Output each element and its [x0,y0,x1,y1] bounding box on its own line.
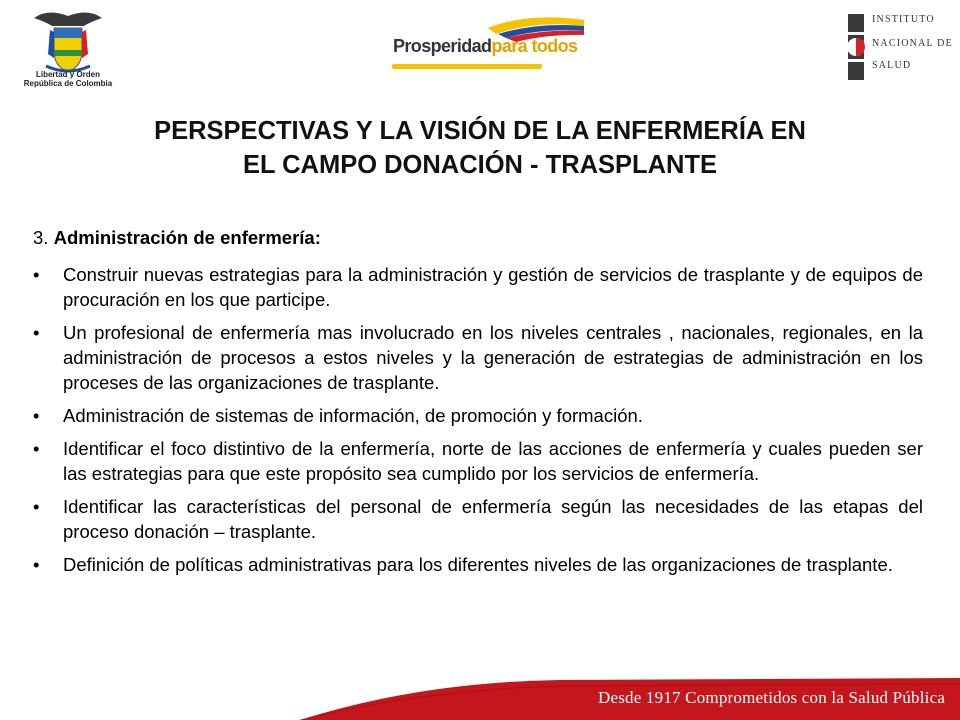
bullet-item [33,552,923,577]
bullet-dot: • [33,554,40,575]
bullet-text: Construir nuevas estrategias para la administración y gestión de servicios de trasplante y de equipos de procuración en los que participe. [63,264,923,310]
bullet-dot: • [33,322,40,343]
prosperidad-logo-text [393,36,577,57]
bullet-text: Identificar el foco distintivo de la enfermería, norte de las acciones de enfermería y cuales pueden ser las estrategias para que este propósito sea cumplido por los servicios de enfermería. [63,438,923,484]
bullet-text: Administración de sistemas de información, de promoción y formación. [63,405,643,426]
ins-logo-line2: NACIONAL DE [872,38,953,49]
bullet-dot: • [33,264,40,285]
slide-title [40,114,920,182]
logo-text-part1: Prosperidad [393,36,492,56]
section-number: 3. [33,227,54,248]
bullet-item [33,403,923,428]
bullet-dot: • [33,496,40,517]
bullet-list [33,262,923,577]
bullet-text: Definición de políticas administrativas para los diferentes niveles de las organizaciones de trasplante. [63,554,893,575]
slide-title-line2: EL CAMPO DONACIÓN - TRASPLANTE [242,151,718,179]
footer-motto: Desde 1917 Comprometidos con la Salud Pública [598,688,946,707]
slide-body [33,225,923,585]
bullet-dot: • [33,405,40,426]
bullet-dot: • [33,438,40,459]
ins-logo-line3: SALUD [872,60,912,71]
bullet-item [33,494,923,544]
bullet-item [33,320,923,395]
slide-title-line1: PERSPECTIVAS Y LA VISIÓN DE LA ENFERMERÍA EN [154,117,806,145]
section-heading [33,225,923,250]
bullet-item [33,262,923,312]
logo-caption-line2: República de Colombia [23,79,113,88]
logo-text-part2: para todos [491,36,578,56]
logo-caption-line1: Libertad y Orden [35,70,100,79]
bullet-item [33,436,923,486]
bullet-text: Un profesional de enfermería mas involucrado en los niveles centrales , nacionales, regionales, en la administración de procesos a estos niveles y la generación de estrategias de administración en los proceses de las organizaciones de trasplante. [63,322,923,393]
colombia-coat-of-arms-caption [20,70,116,88]
bullet-text: Identificar las características del personal de enfermería según las necesidades de las etapas del proceso donación – trasplante. [63,496,923,542]
section-heading-text: Administración de enfermería: [53,227,321,248]
ins-logo-line1: INSTITUTO [872,14,935,25]
